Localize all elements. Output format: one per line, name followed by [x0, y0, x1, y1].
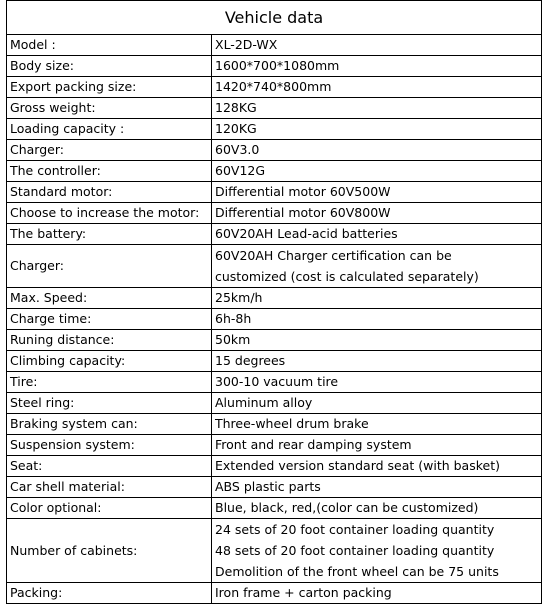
table-row	[7, 414, 542, 435]
spec-value: 1600*700*1080mm	[212, 56, 542, 77]
spec-value-line: 48 sets of 20 foot container loading quantity	[215, 543, 495, 558]
table-row	[7, 77, 542, 98]
vehicle-data-table	[6, 0, 542, 604]
spec-label: Charger:	[7, 140, 212, 161]
spec-label: Packing:	[7, 583, 212, 604]
spec-value-line: customized (cost is calculated separately)	[215, 269, 479, 284]
spec-value: Extended version standard seat (with basket)	[212, 456, 542, 477]
spec-label: Model :	[7, 35, 212, 56]
spec-value: Differential motor 60V800W	[212, 203, 542, 224]
spec-value: Differential motor 60V500W	[212, 182, 542, 203]
spec-label: Car shell material:	[7, 477, 212, 498]
spec-label: Charger:	[7, 245, 212, 288]
spec-value: 15 degrees	[212, 351, 542, 372]
spec-value-line: Demolition of the front wheel can be 75 units	[215, 564, 499, 579]
table-row	[7, 288, 542, 309]
spec-label: Max. Speed:	[7, 288, 212, 309]
spec-value: Blue, black, red,(color can be customized)	[212, 498, 542, 519]
spec-value: 50km	[212, 330, 542, 351]
table-row	[7, 330, 542, 351]
spec-value: 60V12G	[212, 161, 542, 182]
spec-value: 6h-8h	[212, 309, 542, 330]
spec-value: 25km/h	[212, 288, 542, 309]
table-row	[7, 56, 542, 77]
table-title: Vehicle data	[7, 1, 542, 35]
spec-label: Color optional:	[7, 498, 212, 519]
table-row	[7, 161, 542, 182]
spec-label: Steel ring:	[7, 393, 212, 414]
spec-label: Suspension system:	[7, 435, 212, 456]
spec-label: Seat:	[7, 456, 212, 477]
spec-label: The controller:	[7, 161, 212, 182]
spec-label: Runing distance:	[7, 330, 212, 351]
vehicle-data-sheet	[6, 0, 541, 604]
spec-label: Body size:	[7, 56, 212, 77]
spec-value: Aluminum alloy	[212, 393, 542, 414]
spec-value: Front and rear damping system	[212, 435, 542, 456]
table-row	[7, 519, 542, 583]
table-row	[7, 35, 542, 56]
table-row	[7, 372, 542, 393]
spec-label: Export packing size:	[7, 77, 212, 98]
spec-label: Gross weight:	[7, 98, 212, 119]
table-row	[7, 182, 542, 203]
spec-value: Three-wheel drum brake	[212, 414, 542, 435]
spec-value: 128KG	[212, 98, 542, 119]
spec-value: ABS plastic parts	[212, 477, 542, 498]
table-row	[7, 245, 542, 288]
spec-value: Iron frame + carton packing	[212, 583, 542, 604]
spec-value: 120KG	[212, 119, 542, 140]
spec-label: Tire:	[7, 372, 212, 393]
spec-label: Loading capacity :	[7, 119, 212, 140]
table-row	[7, 140, 542, 161]
spec-value: 60V3.0	[212, 140, 542, 161]
table-row	[7, 583, 542, 604]
table-row	[7, 224, 542, 245]
table-row	[7, 393, 542, 414]
spec-value: 1420*740*800mm	[212, 77, 542, 98]
spec-label: Choose to increase the motor:	[7, 203, 212, 224]
table-row	[7, 498, 542, 519]
title-row	[7, 1, 542, 35]
spec-label: Standard motor:	[7, 182, 212, 203]
spec-value-line: 24 sets of 20 foot container loading quantity	[215, 522, 495, 537]
table-row	[7, 351, 542, 372]
spec-label: Braking system can:	[7, 414, 212, 435]
table-row	[7, 309, 542, 330]
table-row	[7, 477, 542, 498]
spec-label: Charge time:	[7, 309, 212, 330]
spec-value: 300-10 vacuum tire	[212, 372, 542, 393]
spec-value-line: 60V20AH Charger certification can be	[215, 248, 452, 263]
spec-label: Number of cabinets:	[7, 519, 212, 583]
spec-value: XL-2D-WX	[212, 35, 542, 56]
spec-value	[212, 519, 542, 583]
table-row	[7, 98, 542, 119]
table-row	[7, 435, 542, 456]
spec-value	[212, 245, 542, 288]
spec-label: The battery:	[7, 224, 212, 245]
spec-label: Climbing capacity:	[7, 351, 212, 372]
table-row	[7, 456, 542, 477]
spec-value: 60V20AH Lead-acid batteries	[212, 224, 542, 245]
table-row	[7, 203, 542, 224]
table-row	[7, 119, 542, 140]
